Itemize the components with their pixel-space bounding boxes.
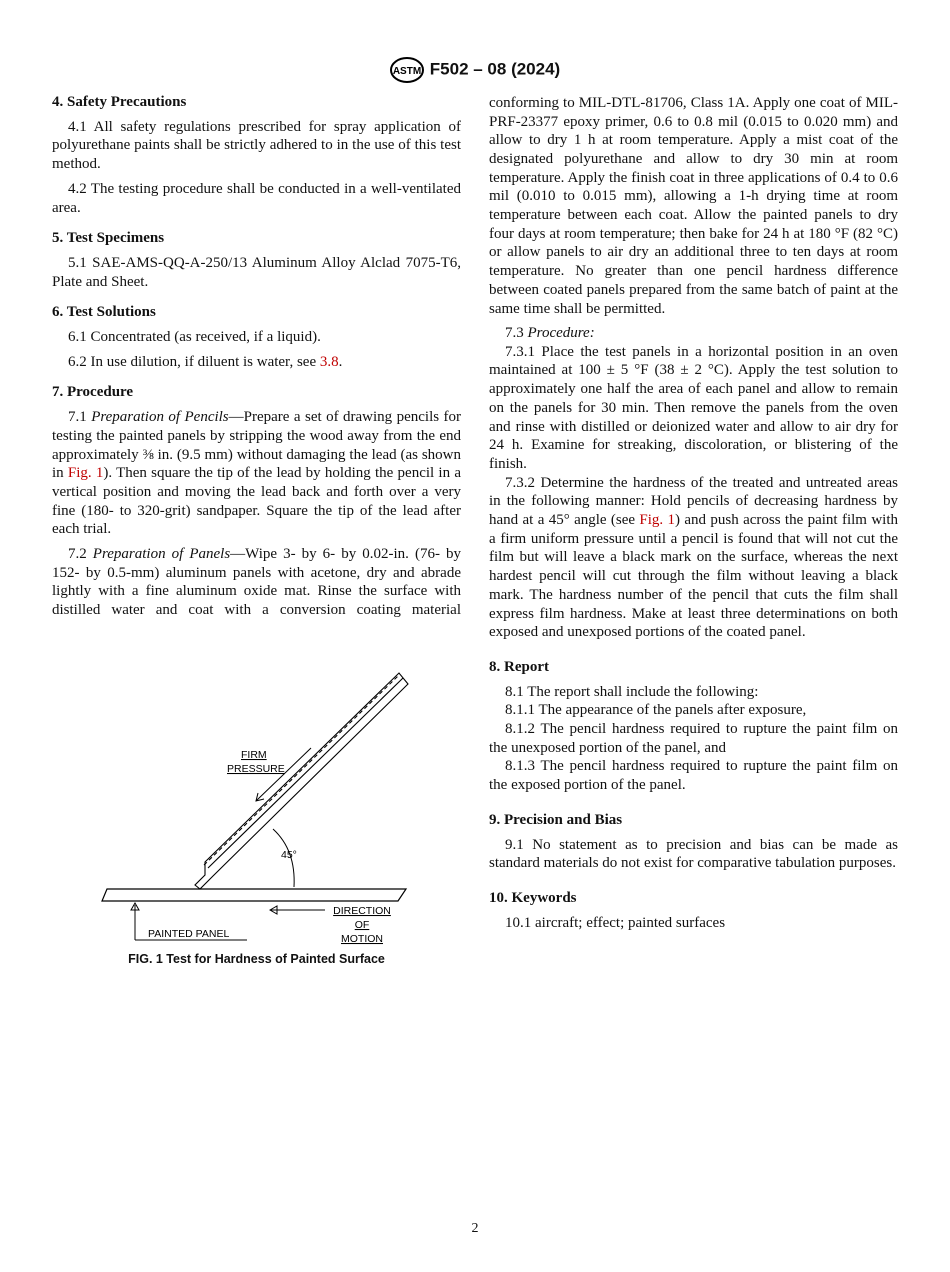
text: 6.2 In use dilution, if diluent is water, see [68,353,320,370]
para-4-1: 4.1 All safety regulations prescribed for spray application of polyurethane paints shall be strictly adhered to in the use of this test method. [52,118,461,173]
text: . [338,353,343,370]
figure-caption: FIG. 1 Test for Hardness of Painted Surface [128,952,385,966]
right-column [489,94,898,932]
para-8-1-1: 8.1.1 The appearance of the panels after exposure, [505,702,807,719]
section-10-title: 10. Keywords [489,889,577,906]
painted-panel-shape [102,889,406,901]
text: 7.1 [68,409,92,426]
text: 7.3.2 Determine the hardness of the treated and untreated areas in the following manner: Hold pencils of decreasing hardness by hand at a 45° angle (see [489,474,898,529]
para-5-1: 5.1 SAE-AMS-QQ-A-250/13 Aluminum Alloy Alclad 7075-T6, Plate and Sheet. [52,254,461,290]
figure-1-pencil-diagram [90,660,420,970]
para-8-1: 8.1 The report shall include the following: [505,683,759,700]
left-column [52,93,461,620]
label-of: OF [354,919,370,931]
para-4-2: 4.2 The testing procedure shall be conducted in a well-ventilated area. [52,180,461,216]
para-7-2-cont [489,94,898,318]
para-7-3-2 [489,474,898,642]
section-6-title: 6. Test Solutions [52,304,156,321]
page-number: 2 [471,1221,479,1236]
label-pressure: PRESSURE [227,763,285,775]
pencil-shape [195,673,408,889]
label-firm: FIRM [241,749,267,761]
label-motion: MOTION [341,933,383,945]
para-8-1-3: 8.1.3 The pencil hardness required to rupture the paint film on the exposed portion of the panel. [489,758,898,794]
link-fig-1[interactable]: Fig. 1 [639,512,676,529]
header [0,57,950,83]
text: —Wipe 3- by 6- by 0.02-in. (76- by 152- by 0.5-mm) aluminum panels with acetone, dry and abrade lightly with a fine aluminum oxide mat. Rinse the surface with distilled water and coat with a conversion coating material [52,546,461,619]
astm-logo-icon [390,57,424,83]
text: ) and push across the paint film with a firm uniform pressure until a pencil is found that will not cut the film but will leave a black mark on the surface, whereas the next hardest pencil will cut through the film without leaving a black mark. The hardness number of the pencil that cuts the film shall express film hardness. Make at least three determinations on both exposed and unexposed portions of the coated panel. [489,512,898,641]
section-7-title: 7. Procedure [52,384,134,401]
emphasis: Preparation of Pencils [91,409,229,426]
text: —Prepare a set of drawing pencils for testing the painted panels by stripping the wood away from the end approximately ⅜ in. (9.5 mm) without damaging the lead (as shown in [52,409,462,482]
emphasis: Preparation of Panels [92,546,231,563]
direction-arrow-icon [270,906,325,914]
para-9-1: 9.1 No statement as to precision and bias can be made as standard materials do not exist for comparative tabulation purposes. [489,836,898,872]
text: 7.2 [68,546,93,563]
para-7-1 [52,408,461,539]
svg-text:ASTM: ASTM [392,66,421,77]
link-fig-1[interactable]: Fig. 1 [67,465,104,482]
text [489,94,898,318]
para-6-2 [52,353,461,372]
text: 7.3 [505,325,528,341]
section-9-title: 9. Precision and Bias [489,811,623,828]
para-6-1: 6.1 Concentrated (as received, if a liquid). [68,329,321,346]
text: conforming to MIL-DTL-81706, Class 1A. Apply one coat of MIL-PRF-23377 epoxy primer, 0.6 to 0.8 mil (0.015 to 0.020 mm) and allow to dry 1 h at room temperature. Apply a mist coat of the designated polyurethane and allow to dry 30 min at room temperature. Apply the finish coat in three applications of 0.4 to 0.6 mil (0.010 to 0.015 mm), allowing a 1-h drying time at room temperature between each coat. Allow the painted panels to dry four days at room temperature; then bake for 24 h at 180 °F (82 °C) or allow panels to air dry an additional three to ten days at room temperature. No greater than one pencil hardness difference between coated panels prepared from the same batch of paint at the same time shall be permitted. [489,94,898,317]
label-angle: 45° [281,849,297,861]
emphasis: Procedure: [527,325,595,341]
section-5-title: 5. Test Specimens [52,230,165,247]
para-7-2 [52,545,461,620]
section-8-title: 8. Report [489,658,549,675]
section-4-title: 4. Safety Precautions [52,94,187,110]
label-painted-panel: PAINTED PANEL [148,928,230,940]
para-7-3 [489,324,898,343]
text: ). Then square the tip of the lead by holding the pencil in a vertical position and moving the lead back and forth over a very fine (180- to 320-grit) sandpaper. Square the tip of the lead after each trial. [52,465,461,538]
para-10-1: 10.1 aircraft; effect; painted surfaces [505,914,726,931]
link-3-8[interactable]: 3.8 [319,353,339,370]
para-7-3-1: 7.3.1 Place the test panels in a horizontal position in an oven maintained at 100 ± 5 °F (38 ± 2 °C). Apply the test solution to approximately one half the area of each panel and allow to remain on the panels for 30 min. Then remove the panels from the oven and rinse with distilled or deionized water and allow to air dry for 24 h. Examine for streaking, discoloration, or blistering of the finish. [489,343,898,472]
doc-title: F502 – 08 (2024) [429,59,561,79]
para-8-1-2: 8.1.2 The pencil hardness required to rupture the paint film on the unexposed portion of the panel, and [489,721,898,756]
label-direction: DIRECTION [333,905,391,917]
